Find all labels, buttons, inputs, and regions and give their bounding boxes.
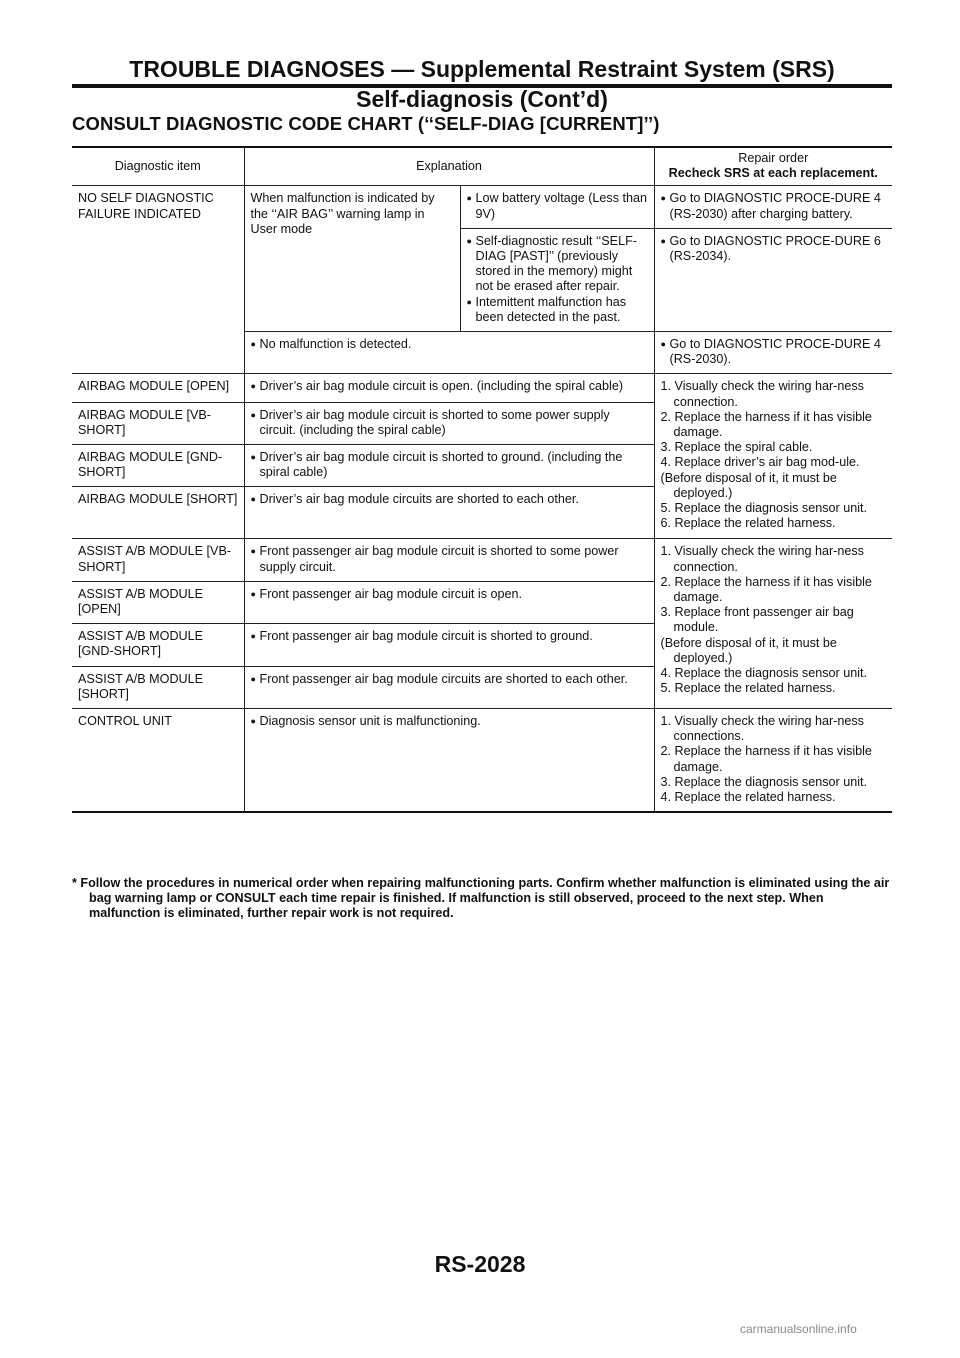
table-row — [72, 709, 892, 813]
bullet-icon — [251, 672, 260, 688]
cause-text: Intemittent malfunction has been detected in the past. — [475, 294, 627, 324]
cause-text: Self-diagnostic result ‘‘SELF-DIAG [PAST]’’ (previously stored in the memory) might not be erased after repair. — [475, 233, 637, 294]
cell-explanation — [244, 624, 654, 666]
table-row — [72, 186, 892, 228]
repair-step: 1. Visually check the wiring har-ness connection. — [660, 544, 864, 574]
header-diagnostic-item: Diagnostic item — [72, 147, 244, 186]
cell-explanation — [244, 445, 654, 487]
cell-repair-order — [654, 374, 892, 539]
cell-action — [654, 186, 892, 228]
cell-diagnostic-item: ASSIST A/B MODULE [SHORT] — [72, 666, 244, 708]
footnote-text: * Follow the procedures in numerical order when repairing malfunctioning parts. Confirm whether malfunction is eliminated using the air bag warning lamp or CONSULT each time repair is finished. If malfunction is still observed, proceed to the next step. When malfunction is eliminated, further repair work is not required. — [72, 876, 890, 920]
cell-cause — [460, 186, 654, 228]
cell-explanation — [244, 539, 654, 581]
header-explanation: Explanation — [244, 147, 654, 186]
action-text: Go to DIAGNOSTIC PROCE-DURE 4 (RS-2030) after charging battery. — [669, 191, 881, 221]
cell-explanation — [244, 402, 654, 444]
cell-explanation — [244, 581, 654, 623]
table-row — [72, 374, 892, 402]
bullet-icon — [661, 337, 670, 367]
repair-step: 6. Replace the related harness. — [660, 516, 836, 531]
cell-condition: When malfunction is indicated by the ‘‘AIR BAG’’ warning lamp in User mode — [244, 186, 460, 332]
cell-action — [654, 332, 892, 374]
cell-diagnostic-item: ASSIST A/B MODULE [VB-SHORT] — [72, 539, 244, 581]
cell-diagnostic-item: AIRBAG MODULE [GND-SHORT] — [72, 445, 244, 487]
repair-step: 3. Replace the spiral cable. — [660, 440, 813, 455]
bullet-icon — [251, 587, 260, 603]
cell-explanation — [244, 666, 654, 708]
explanation-text: Front passenger air bag module circuits are shorted to each other. — [259, 671, 628, 686]
action-text: Go to DIAGNOSTIC PROCE-DURE 6 (RS-2034). — [669, 233, 881, 264]
repair-note: (Before disposal of it, it must be deployed.) — [660, 635, 837, 665]
action-text: Go to DIAGNOSTIC PROCE-DURE 4 (RS-2030). — [669, 337, 881, 367]
cell-diagnostic-item: ASSIST A/B MODULE [OPEN] — [72, 581, 244, 623]
header-repair-order-label: Repair order — [738, 151, 809, 165]
bullet-icon — [251, 629, 260, 645]
cell-cause — [460, 228, 654, 331]
repair-step: 5. Replace the diagnosis sensor unit. — [660, 501, 868, 516]
table-header-row — [72, 147, 892, 186]
explanation-text: Driver’s air bag module circuit is shorted to some power supply circuit. (including the spiral cable) — [259, 407, 610, 437]
explanation-text: Front passenger air bag module circuit is open. — [259, 586, 523, 601]
cell-repair-order — [654, 709, 892, 813]
cell-explanation — [244, 487, 654, 539]
section-subtitle: Self-diagnosis (Cont’d) — [356, 86, 608, 112]
section-title: TROUBLE DIAGNOSES — Supplemental Restraint System (SRS) — [129, 56, 835, 82]
chart-title: CONSULT DIAGNOSTIC CODE CHART (‘‘SELF-DIAG [CURRENT]’’) — [72, 113, 660, 134]
page-number: RS-2028 — [434, 1251, 526, 1277]
cell-diagnostic-item: AIRBAG MODULE [OPEN] — [72, 374, 244, 402]
repair-step: 4. Replace driver’s air bag mod-ule. — [660, 455, 860, 470]
cell-diagnostic-item: CONTROL UNIT — [72, 709, 244, 813]
header-repair-order — [654, 147, 892, 186]
cell-explanation — [244, 709, 654, 813]
cause-text: No malfunction is detected. — [259, 337, 412, 352]
bullet-icon — [251, 450, 260, 480]
cause-text: Low battery voltage (Less than 9V) — [475, 191, 648, 221]
repair-step: 5. Replace the related harness. — [660, 681, 836, 696]
cell-diagnostic-item: ASSIST A/B MODULE [GND-SHORT] — [72, 624, 244, 666]
explanation-text: Front passenger air bag module circuit is shorted to ground. — [259, 629, 593, 644]
watermark-text: carmanualsonline.info — [740, 1322, 857, 1336]
cell-action — [654, 228, 892, 331]
repair-step: 1. Visually check the wiring har-ness connections. — [660, 714, 864, 744]
explanation-text: Driver’s air bag module circuit is open. (including the spiral cable) — [259, 379, 624, 394]
cell-diagnostic-item: AIRBAG MODULE [VB-SHORT] — [72, 402, 244, 444]
repair-step: 4. Replace the related harness. — [660, 790, 836, 805]
explanation-text: Diagnosis sensor unit is malfunctioning. — [259, 714, 481, 729]
bullet-icon — [661, 234, 670, 264]
repair-step: 1. Visually check the wiring har-ness connection. — [660, 379, 864, 409]
repair-step: 3. Replace front passenger air bag module. — [660, 605, 854, 635]
repair-step: 3. Replace the diagnosis sensor unit. — [660, 774, 868, 789]
cell-repair-order — [654, 539, 892, 709]
bullet-icon — [251, 337, 260, 353]
cell-explanation — [244, 374, 654, 402]
cell-diagnostic-item: NO SELF DIAGNOSTIC FAILURE INDICATED — [72, 186, 244, 374]
bullet-icon — [251, 379, 260, 395]
repair-note: (Before disposal of it, it must be deployed.) — [660, 470, 837, 500]
bullet-icon — [467, 234, 476, 295]
repair-step: 2. Replace the harness if it has visible damage. — [660, 409, 872, 440]
bullet-icon — [251, 408, 260, 438]
explanation-text: Driver’s air bag module circuits are shorted to each other. — [259, 492, 579, 507]
cell-diagnostic-item: AIRBAG MODULE [SHORT] — [72, 487, 244, 539]
footnote — [72, 876, 892, 921]
bullet-icon — [467, 191, 476, 221]
repair-step: 4. Replace the diagnosis sensor unit. — [660, 666, 868, 681]
cell-cause — [244, 332, 654, 374]
repair-step: 2. Replace the harness if it has visible damage. — [660, 574, 872, 605]
diagnostic-code-table — [72, 146, 892, 813]
header-recheck-note: Recheck SRS at each replacement. — [668, 166, 878, 181]
explanation-text: Driver’s air bag module circuit is shorted to ground. (including the spiral cable) — [259, 450, 623, 480]
repair-step: 2. Replace the harness if it has visible damage. — [660, 744, 872, 774]
bullet-icon — [251, 492, 260, 508]
table-row — [72, 539, 892, 581]
bullet-icon — [467, 295, 476, 325]
bullet-icon — [251, 544, 260, 574]
bullet-icon — [251, 714, 260, 730]
explanation-text: Front passenger air bag module circuit is shorted to some power supply circuit. — [259, 544, 619, 574]
bullet-icon — [661, 191, 670, 221]
